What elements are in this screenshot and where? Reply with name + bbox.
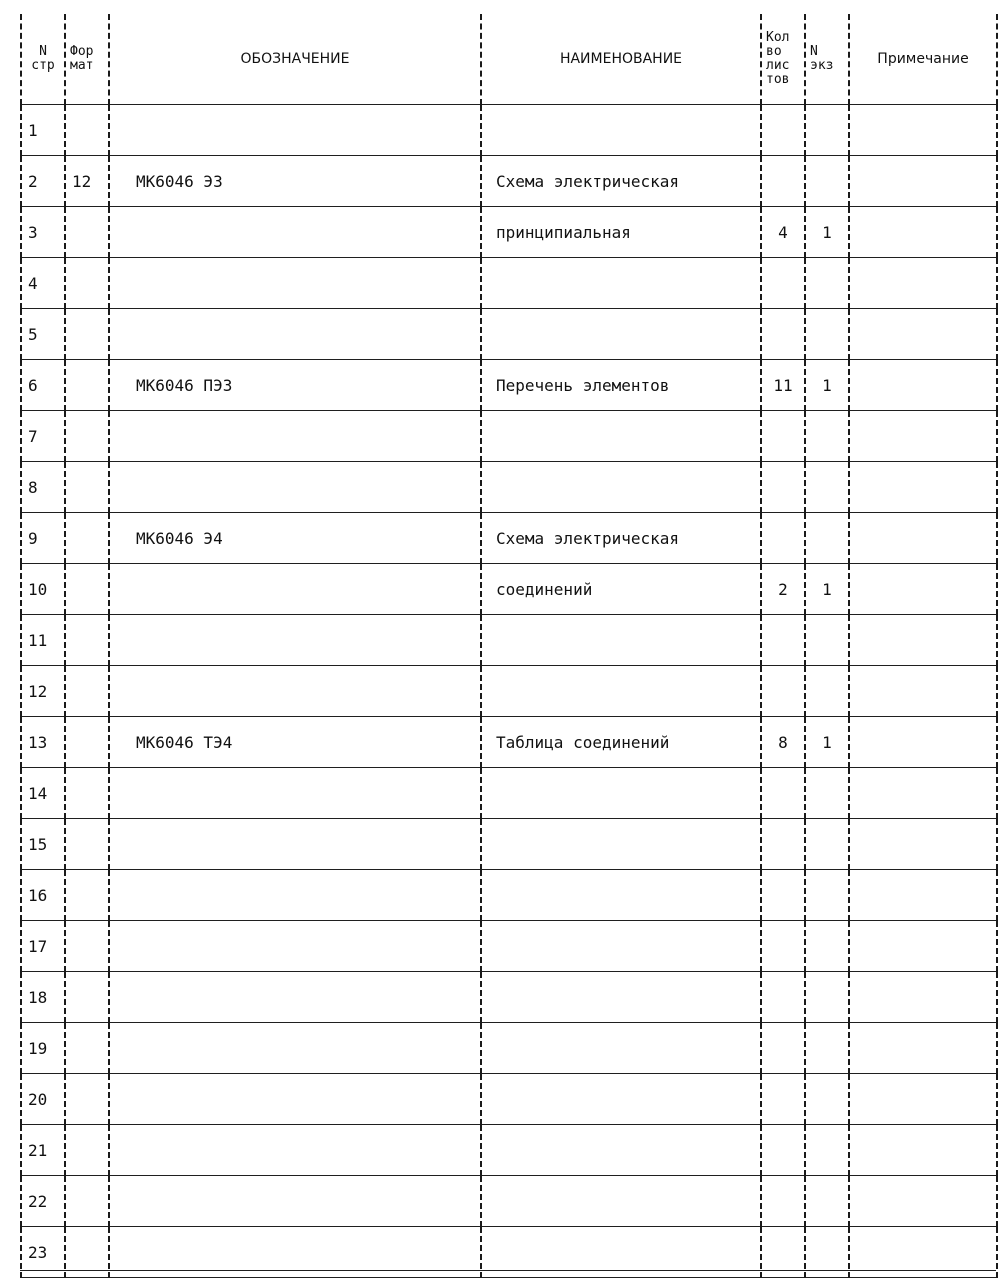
row-name-cell bbox=[481, 105, 761, 156]
table-row bbox=[21, 462, 997, 513]
table-row bbox=[21, 1023, 997, 1074]
row-number-cell: 18 bbox=[21, 972, 65, 1023]
row-name-cell: соединений bbox=[481, 564, 761, 615]
table-row bbox=[21, 819, 997, 870]
row-sheet-count-cell bbox=[761, 972, 805, 1023]
header-note-label: Примечание bbox=[877, 51, 969, 67]
header-name-label: НАИМЕНОВАНИЕ bbox=[559, 51, 683, 67]
row-sheet-count-cell bbox=[761, 768, 805, 819]
row-number-cell: 22 bbox=[21, 1176, 65, 1227]
row-number-cell: 11 bbox=[21, 615, 65, 666]
row-note-cell bbox=[849, 972, 997, 1023]
row-copy-number-cell bbox=[805, 462, 849, 513]
row-number-cell: 1 bbox=[21, 105, 65, 156]
row-format-cell bbox=[65, 207, 109, 258]
row-note-cell bbox=[849, 921, 997, 972]
row-sheet-count-cell bbox=[761, 462, 805, 513]
row-designation-cell: МК6046 ЭЗ bbox=[109, 156, 481, 207]
row-copy-number-cell bbox=[805, 819, 849, 870]
row-note-cell bbox=[849, 513, 997, 564]
row-copy-number-cell bbox=[805, 615, 849, 666]
row-format-cell bbox=[65, 1176, 109, 1227]
row-name-cell bbox=[481, 921, 761, 972]
row-note-cell bbox=[849, 1176, 997, 1227]
row-designation-cell bbox=[109, 615, 481, 666]
row-name-cell bbox=[481, 1176, 761, 1227]
table-body bbox=[21, 105, 997, 1278]
row-copy-number-cell bbox=[805, 1074, 849, 1125]
header-sheet-count-line1: Кол bbox=[766, 30, 790, 45]
row-format-cell bbox=[65, 564, 109, 615]
row-sheet-count-cell bbox=[761, 819, 805, 870]
row-format-cell bbox=[65, 819, 109, 870]
row-name-cell bbox=[481, 462, 761, 513]
row-name-cell bbox=[481, 768, 761, 819]
row-copy-number-cell bbox=[805, 1176, 849, 1227]
row-number-cell: 21 bbox=[21, 1125, 65, 1176]
row-format-cell bbox=[65, 921, 109, 972]
header-format-line1: Фор bbox=[70, 44, 94, 59]
row-note-cell bbox=[849, 462, 997, 513]
table-row bbox=[21, 717, 997, 768]
row-copy-number-cell bbox=[805, 768, 849, 819]
row-name-cell: Перечень элементов bbox=[481, 360, 761, 411]
header-page-number-line1: N bbox=[39, 44, 47, 59]
row-note-cell bbox=[849, 411, 997, 462]
table-row bbox=[21, 207, 997, 258]
row-sheet-count-cell bbox=[761, 513, 805, 564]
row-sheet-count-cell bbox=[761, 1176, 805, 1227]
row-format-cell bbox=[65, 717, 109, 768]
row-format-cell bbox=[65, 360, 109, 411]
row-note-cell bbox=[849, 1023, 997, 1074]
row-name-cell bbox=[481, 972, 761, 1023]
table-row bbox=[21, 1125, 997, 1176]
header-format bbox=[65, 14, 109, 105]
row-number-cell: 17 bbox=[21, 921, 65, 972]
row-name-cell: Схема электрическая bbox=[481, 156, 761, 207]
row-format-cell bbox=[65, 1023, 109, 1074]
row-copy-number-cell bbox=[805, 666, 849, 717]
header-copy-number-line2: экз bbox=[810, 58, 834, 73]
row-designation-cell bbox=[109, 921, 481, 972]
row-name-cell bbox=[481, 1125, 761, 1176]
row-designation-cell bbox=[109, 564, 481, 615]
bottom-border bbox=[20, 1270, 996, 1277]
header-sheet-count-line4: тов bbox=[766, 72, 790, 87]
row-name-cell bbox=[481, 615, 761, 666]
row-copy-number-cell bbox=[805, 156, 849, 207]
row-note-cell bbox=[849, 1074, 997, 1125]
row-note-cell bbox=[849, 258, 997, 309]
row-note-cell bbox=[849, 666, 997, 717]
row-number-cell: 4 bbox=[21, 258, 65, 309]
header-row bbox=[21, 14, 997, 105]
table-row bbox=[21, 258, 997, 309]
row-format-cell bbox=[65, 870, 109, 921]
table-row bbox=[21, 513, 997, 564]
table-row bbox=[21, 564, 997, 615]
row-format-cell bbox=[65, 615, 109, 666]
row-copy-number-cell bbox=[805, 411, 849, 462]
header-sheet-count-line3: лис bbox=[766, 58, 790, 73]
row-copy-number-cell bbox=[805, 105, 849, 156]
row-note-cell bbox=[849, 819, 997, 870]
row-designation-cell bbox=[109, 1125, 481, 1176]
header-note bbox=[849, 14, 997, 105]
row-copy-number-cell: 1 bbox=[805, 360, 849, 411]
row-designation-cell bbox=[109, 309, 481, 360]
row-number-cell: 20 bbox=[21, 1074, 65, 1125]
document-sheet bbox=[20, 14, 996, 1276]
row-note-cell bbox=[849, 768, 997, 819]
header-format-line2: мат bbox=[70, 58, 94, 73]
table-row bbox=[21, 666, 997, 717]
row-designation-cell bbox=[109, 462, 481, 513]
row-sheet-count-cell bbox=[761, 156, 805, 207]
row-sheet-count-cell bbox=[761, 309, 805, 360]
header-designation-label: ОБОЗНАЧЕНИЕ bbox=[240, 51, 350, 67]
row-sheet-count-cell bbox=[761, 1125, 805, 1176]
row-name-cell bbox=[481, 666, 761, 717]
row-name-cell bbox=[481, 309, 761, 360]
row-format-cell bbox=[65, 258, 109, 309]
row-number-cell: 14 bbox=[21, 768, 65, 819]
row-sheet-count-cell: 4 bbox=[761, 207, 805, 258]
row-number-cell: 5 bbox=[21, 309, 65, 360]
row-note-cell bbox=[849, 870, 997, 921]
row-note-cell bbox=[849, 1125, 997, 1176]
row-sheet-count-cell bbox=[761, 1023, 805, 1074]
table-row bbox=[21, 309, 997, 360]
row-sheet-count-cell bbox=[761, 666, 805, 717]
row-designation-cell: МК6046 ТЭ4 bbox=[109, 717, 481, 768]
row-note-cell bbox=[849, 309, 997, 360]
row-number-cell: 3 bbox=[21, 207, 65, 258]
row-format-cell bbox=[65, 768, 109, 819]
row-number-cell: 8 bbox=[21, 462, 65, 513]
row-sheet-count-cell bbox=[761, 921, 805, 972]
row-copy-number-cell bbox=[805, 309, 849, 360]
row-sheet-count-cell bbox=[761, 258, 805, 309]
table-row bbox=[21, 360, 997, 411]
row-number-cell: 16 bbox=[21, 870, 65, 921]
row-name-cell bbox=[481, 411, 761, 462]
table-row bbox=[21, 870, 997, 921]
table-row bbox=[21, 105, 997, 156]
row-copy-number-cell: 1 bbox=[805, 564, 849, 615]
row-designation-cell bbox=[109, 411, 481, 462]
header-page-number-line2: стр bbox=[31, 58, 55, 73]
row-format-cell bbox=[65, 462, 109, 513]
row-designation-cell bbox=[109, 207, 481, 258]
row-name-cell bbox=[481, 819, 761, 870]
row-number-cell: 2 bbox=[21, 156, 65, 207]
table-row bbox=[21, 972, 997, 1023]
row-number-cell: 23 bbox=[21, 1227, 65, 1278]
header-page-number bbox=[21, 14, 65, 105]
row-designation-cell bbox=[109, 105, 481, 156]
row-sheet-count-cell: 2 bbox=[761, 564, 805, 615]
row-note-cell bbox=[849, 207, 997, 258]
row-designation-cell bbox=[109, 666, 481, 717]
header-copy-number-line1: N bbox=[810, 44, 818, 59]
row-format-cell bbox=[65, 666, 109, 717]
row-format-cell bbox=[65, 1125, 109, 1176]
row-format-cell: 12 bbox=[65, 156, 109, 207]
row-note-cell bbox=[849, 615, 997, 666]
row-copy-number-cell bbox=[805, 258, 849, 309]
row-number-cell: 19 bbox=[21, 1023, 65, 1074]
row-copy-number-cell bbox=[805, 1023, 849, 1074]
row-designation-cell bbox=[109, 870, 481, 921]
table-row bbox=[21, 768, 997, 819]
header-designation bbox=[109, 14, 481, 105]
row-copy-number-cell: 1 bbox=[805, 207, 849, 258]
row-copy-number-cell bbox=[805, 972, 849, 1023]
row-note-cell bbox=[849, 717, 997, 768]
table-row bbox=[21, 615, 997, 666]
header-copy-number bbox=[805, 14, 849, 105]
header-sheet-count bbox=[761, 14, 805, 105]
row-designation-cell bbox=[109, 1023, 481, 1074]
row-designation-cell bbox=[109, 258, 481, 309]
row-name-cell bbox=[481, 258, 761, 309]
row-number-cell: 6 bbox=[21, 360, 65, 411]
row-number-cell: 15 bbox=[21, 819, 65, 870]
table-row bbox=[21, 411, 997, 462]
row-name-cell: Таблица соединений bbox=[481, 717, 761, 768]
row-name-cell bbox=[481, 870, 761, 921]
row-number-cell: 7 bbox=[21, 411, 65, 462]
row-copy-number-cell bbox=[805, 513, 849, 564]
table-row bbox=[21, 921, 997, 972]
row-sheet-count-cell: 8 bbox=[761, 717, 805, 768]
row-format-cell bbox=[65, 105, 109, 156]
row-name-cell: принципиальная bbox=[481, 207, 761, 258]
row-designation-cell: МК6046 ПЭЗ bbox=[109, 360, 481, 411]
row-format-cell bbox=[65, 1074, 109, 1125]
row-sheet-count-cell bbox=[761, 1074, 805, 1125]
row-sheet-count-cell: 11 bbox=[761, 360, 805, 411]
row-copy-number-cell bbox=[805, 1125, 849, 1176]
row-copy-number-cell bbox=[805, 870, 849, 921]
row-sheet-count-cell bbox=[761, 870, 805, 921]
row-format-cell bbox=[65, 972, 109, 1023]
header-name bbox=[481, 14, 761, 105]
table-row bbox=[21, 1074, 997, 1125]
row-number-cell: 9 bbox=[21, 513, 65, 564]
row-designation-cell bbox=[109, 1176, 481, 1227]
row-sheet-count-cell bbox=[761, 411, 805, 462]
row-format-cell bbox=[65, 309, 109, 360]
row-number-cell: 13 bbox=[21, 717, 65, 768]
row-name-cell: Схема электрическая bbox=[481, 513, 761, 564]
row-number-cell: 10 bbox=[21, 564, 65, 615]
row-sheet-count-cell bbox=[761, 105, 805, 156]
row-copy-number-cell: 1 bbox=[805, 717, 849, 768]
row-note-cell bbox=[849, 564, 997, 615]
row-note-cell bbox=[849, 360, 997, 411]
row-number-cell: 12 bbox=[21, 666, 65, 717]
row-name-cell bbox=[481, 1023, 761, 1074]
row-format-cell bbox=[65, 411, 109, 462]
row-format-cell bbox=[65, 513, 109, 564]
row-note-cell bbox=[849, 105, 997, 156]
document-register-table bbox=[20, 14, 998, 1278]
row-note-cell bbox=[849, 156, 997, 207]
row-designation-cell bbox=[109, 1074, 481, 1125]
table-row bbox=[21, 156, 997, 207]
row-designation-cell bbox=[109, 819, 481, 870]
row-designation-cell bbox=[109, 768, 481, 819]
row-copy-number-cell bbox=[805, 921, 849, 972]
row-name-cell bbox=[481, 1074, 761, 1125]
row-designation-cell: МК6046 Э4 bbox=[109, 513, 481, 564]
row-sheet-count-cell bbox=[761, 615, 805, 666]
table-row bbox=[21, 1176, 997, 1227]
header-sheet-count-line2: во bbox=[766, 44, 782, 59]
row-designation-cell bbox=[109, 972, 481, 1023]
